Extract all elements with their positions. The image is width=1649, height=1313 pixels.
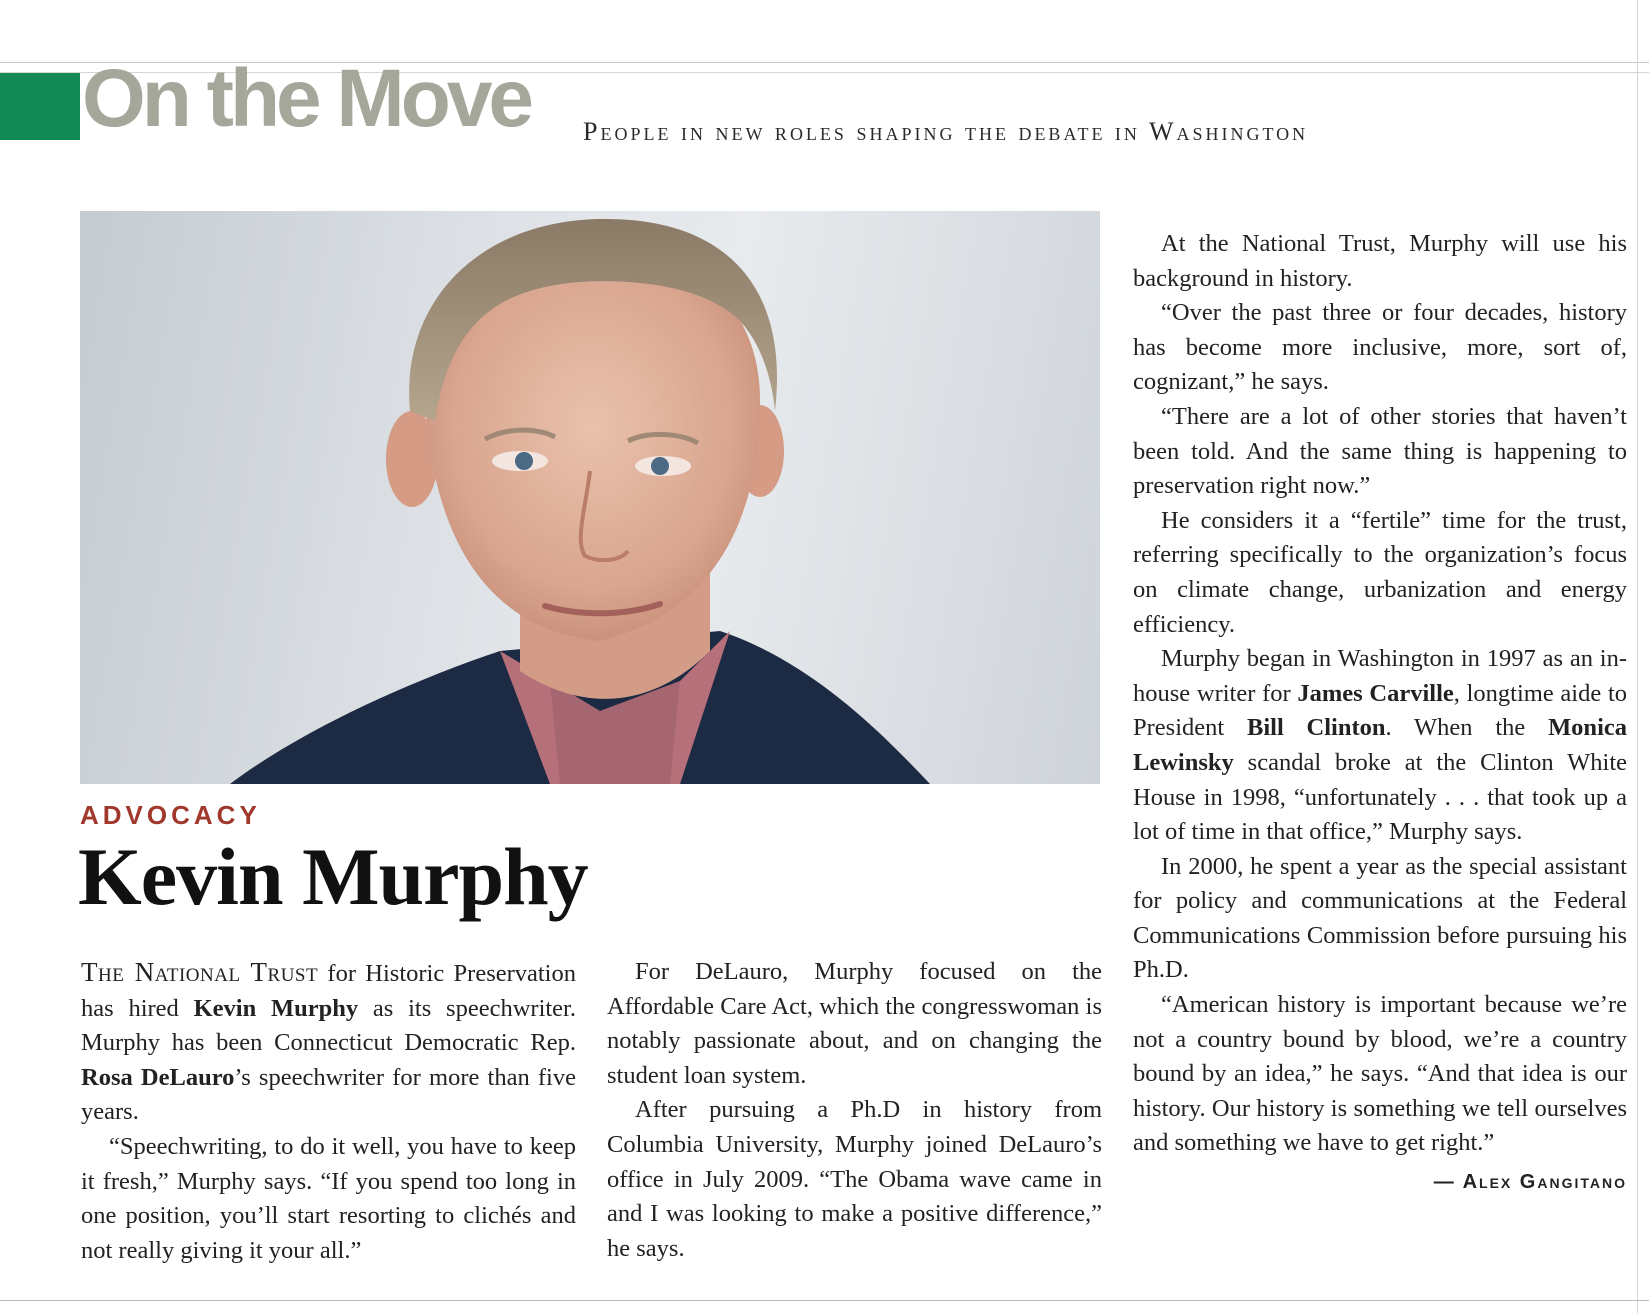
bottom-rule — [0, 1300, 1649, 1301]
article-headline: Kevin Murphy — [78, 831, 588, 922]
name-bill-clinton: Bill Clinton — [1246, 714, 1386, 742]
paragraph: At the National Trust, Murphy will use his background in history. — [1133, 230, 1627, 292]
text-run: scandal broke at the Clinton White House in 1998, “unfortunately . . . that took up a lot of time in that office,” Murphy says. — [1133, 748, 1627, 846]
paragraph: “American history is important because we’re not a country bound by blood, we’re a country bound by an idea,” he says. “And that idea is our history. Our history is something we tell ourselves and something we have to get right.” — [1133, 991, 1627, 1157]
section-title: On the Move — [82, 53, 531, 144]
article-section-label: ADVOCACY — [80, 800, 261, 830]
name-james-carville: James Carville — [1297, 679, 1454, 707]
paragraph: In 2000, he spent a year as the special assistant for policy and communications at the Federal Communications Commission before pursuing his Ph.D. — [1133, 852, 1627, 984]
portrait-illustration — [80, 211, 1100, 784]
text-run: as its speechwriter. Murphy has been Connecticut Democratic Rep. — [81, 994, 576, 1057]
paragraph: “Speechwriting, to do it well, you have to keep it fresh,” Murphy says. “If you spend too long in one position, you’ll start resorting to clichés and not really giving it your all.” — [81, 1132, 576, 1264]
paragraph: He considers it a “fertile” time for the trust, referring specifically to the organization’s focus on climate change, urbanization and energy efficiency. — [1133, 506, 1627, 638]
section-subtitle: People in new roles shaping the debate in Washington — [583, 117, 1309, 146]
paragraph: After pursuing a Ph.D in history from Columbia University, Murphy joined DeLauro’s office in July 2009. “The Obama wave came in and I was looking to make a positive difference,” he says. — [607, 1096, 1102, 1262]
section-accent-block — [0, 73, 80, 140]
text-run: Murphy began in Washington in 1997 as an in-house writer for — [1133, 645, 1627, 707]
name-kevin-murphy: Kevin Murphy — [193, 994, 359, 1022]
name-monica-lewinsky: Monica Lewinsky — [1133, 714, 1627, 776]
text-run: . When the — [1385, 714, 1549, 742]
text-run: , longtime aide to President — [1133, 679, 1628, 742]
right-rule — [1637, 0, 1638, 1313]
article-column-1 — [81, 955, 576, 1268]
name-rosa-delauro: Rosa DeLauro — [81, 1063, 235, 1091]
paragraph — [81, 955, 576, 1130]
article-column-3 — [1133, 227, 1627, 1200]
byline: — Alex Gangitano — [1433, 1171, 1627, 1194]
lead-in: The National Trust — [81, 957, 319, 987]
paragraph — [1133, 642, 1627, 850]
paragraph: “Over the past three or four decades, history has become more inclusive, more, sort of, cognizant,” he says. — [1133, 299, 1627, 396]
portrait-photo — [80, 211, 1100, 784]
text-run: for Historic Preservation has hired — [81, 960, 576, 1022]
paragraph: For DeLauro, Murphy focused on the Affordable Care Act, which the congresswoman is notably passionate about, and on changing the student loan system. — [607, 958, 1102, 1089]
text-run: ’s speechwriter for more than five years. — [81, 1063, 576, 1126]
paragraph: “There are a lot of other stories that haven’t been told. And the same thing is happening to preservation right now.” — [1133, 402, 1627, 500]
article-column-2 — [607, 955, 1102, 1266]
